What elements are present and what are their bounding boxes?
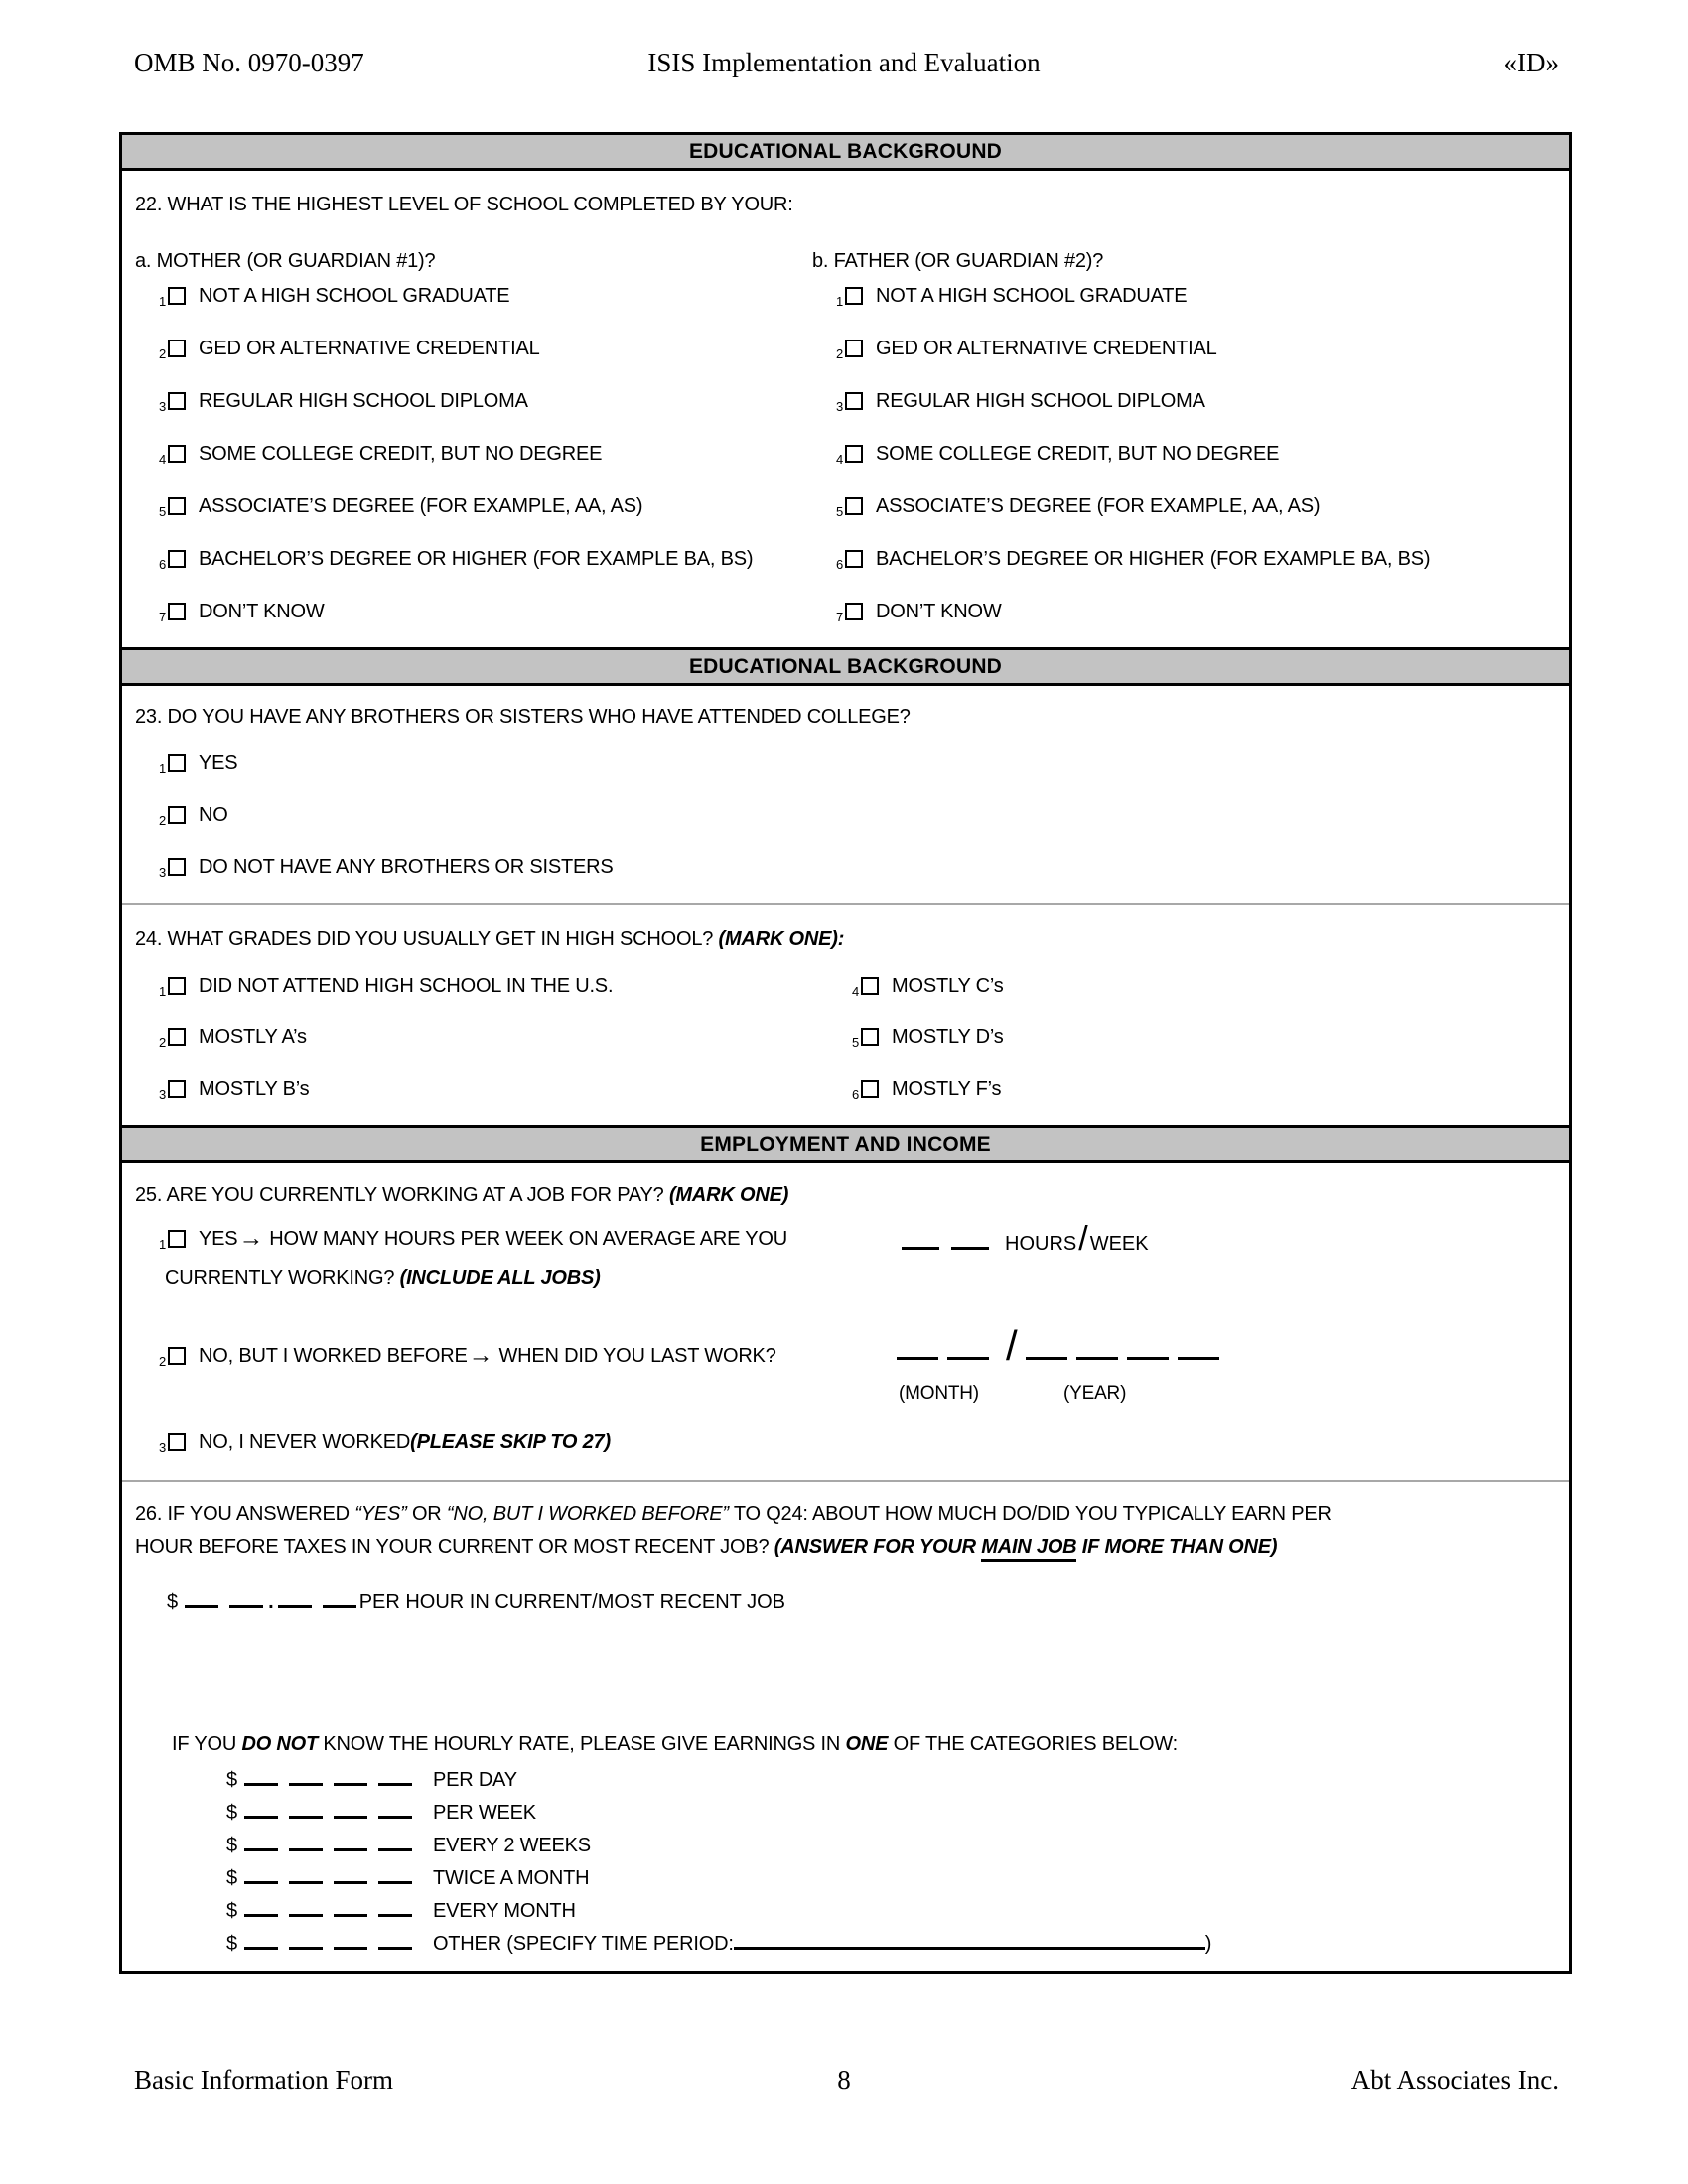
q22-mother-column bbox=[135, 250, 800, 624]
q22a-option-row bbox=[159, 600, 800, 624]
blank-year-digit[interactable] bbox=[1026, 1344, 1067, 1360]
question-26 bbox=[122, 1480, 1569, 1971]
checkbox[interactable] bbox=[168, 1230, 186, 1248]
blank-digit[interactable] bbox=[334, 1836, 367, 1851]
question-22 bbox=[122, 171, 1569, 647]
checkbox[interactable] bbox=[168, 340, 186, 357]
option-number: 5 bbox=[836, 504, 844, 519]
checkbox[interactable] bbox=[168, 977, 186, 995]
blank-digit[interactable] bbox=[289, 1836, 323, 1851]
earnings-row-twice-a-month bbox=[226, 1867, 589, 1890]
q24-option-row bbox=[159, 1025, 307, 1050]
footer-form-name: Basic Information Form bbox=[134, 2065, 393, 2095]
blank-digit[interactable] bbox=[378, 1836, 412, 1851]
option-label: NOT A HIGH SCHOOL GRADUATE bbox=[876, 284, 1188, 307]
option-number: 2 bbox=[159, 813, 167, 828]
option-label: NOT A HIGH SCHOOL GRADUATE bbox=[199, 284, 510, 307]
checkbox[interactable] bbox=[168, 858, 186, 876]
section-title: EMPLOYMENT AND INCOME bbox=[700, 1132, 991, 1156]
footer-company: Abt Associates Inc. bbox=[1350, 2065, 1559, 2095]
q25-title: 25. ARE YOU CURRENTLY WORKING AT A JOB FOR PAY? (MARK ONE) bbox=[135, 1184, 789, 1206]
dollar-sign: $ bbox=[167, 1591, 179, 1613]
id-placeholder: «ID» bbox=[1503, 48, 1559, 77]
blank-digit[interactable] bbox=[244, 1868, 278, 1884]
option-label: DON’T KNOW bbox=[199, 600, 325, 622]
q24-option-row bbox=[852, 1077, 1002, 1102]
option-label: REGULAR HIGH SCHOOL DIPLOMA bbox=[199, 389, 528, 412]
checkbox[interactable] bbox=[845, 445, 863, 463]
earnings-period-label: PER DAY bbox=[432, 1769, 517, 1791]
earnings-row-every-2-weeks bbox=[226, 1835, 591, 1857]
option-number: 3 bbox=[159, 399, 167, 414]
blank-digit[interactable] bbox=[378, 1803, 412, 1819]
option-number: 1 bbox=[159, 294, 167, 309]
q22b-option-row bbox=[836, 284, 1547, 309]
right-arrow-icon: → bbox=[238, 1223, 264, 1252]
blank-year-digit[interactable] bbox=[1076, 1344, 1118, 1360]
checkbox[interactable] bbox=[861, 1028, 879, 1046]
blank-digit[interactable] bbox=[244, 1836, 278, 1851]
month-caption: (MONTH) bbox=[899, 1383, 979, 1404]
blank-digit[interactable] bbox=[278, 1592, 312, 1608]
option-label: MOSTLY B’s bbox=[199, 1077, 310, 1100]
earnings-period-label: OTHER (SPECIFY TIME PERIOD: bbox=[432, 1933, 734, 1955]
blank-year-digit[interactable] bbox=[1178, 1344, 1219, 1360]
q24-option-row bbox=[159, 974, 614, 999]
option-followup: WHEN DID YOU LAST WORK? bbox=[498, 1344, 776, 1367]
slash-divider: / bbox=[1006, 1322, 1018, 1369]
option-number: 2 bbox=[159, 1035, 167, 1050]
option-number: 3 bbox=[159, 1087, 167, 1102]
option-followup: HOW MANY HOURS PER WEEK ON AVERAGE ARE YOU bbox=[269, 1227, 787, 1250]
checkbox[interactable] bbox=[168, 806, 186, 824]
q22-title: 22. WHAT IS THE HIGHEST LEVEL OF SCHOOL COMPLETED BY YOUR: bbox=[135, 194, 793, 215]
q25-option-yes-line2: CURRENTLY WORKING? (INCLUDE ALL JOBS) bbox=[165, 1267, 601, 1289]
option-label: MOSTLY D’s bbox=[892, 1025, 1004, 1048]
q26-title-line2: HOUR BEFORE TAXES IN YOUR CURRENT OR MOST RECENT JOB? (ANSWER FOR YOUR MAIN JOB IF MORE THAN ONE) bbox=[135, 1536, 1277, 1559]
dollar-sign: $ bbox=[226, 1900, 237, 1922]
option-label: GED OR ALTERNATIVE CREDENTIAL bbox=[199, 337, 540, 359]
section-header-educational-1 bbox=[122, 135, 1569, 171]
q22-col-b-label: b. FATHER (OR GUARDIAN #2)? bbox=[812, 250, 1104, 272]
option-number: 7 bbox=[159, 610, 167, 624]
q22b-option-row bbox=[836, 389, 1547, 414]
q26-title-line1: 26. IF YOU ANSWERED “YES” OR “NO, BUT I WORKED BEFORE” TO Q24: ABOUT HOW MUCH DO/DID YOU TYPICALLY EARN PER bbox=[135, 1503, 1332, 1525]
checkbox[interactable] bbox=[168, 445, 186, 463]
option-label: BACHELOR’S DEGREE OR HIGHER (FOR EXAMPLE BA, BS) bbox=[199, 547, 754, 570]
q22a-option-row bbox=[159, 337, 800, 361]
page-header bbox=[119, 48, 1569, 78]
checkbox[interactable] bbox=[168, 497, 186, 515]
q25-option-no-worked-before bbox=[159, 1340, 776, 1369]
checkbox[interactable] bbox=[168, 1433, 186, 1451]
week-label: WEEK bbox=[1089, 1233, 1149, 1255]
section-title: EDUCATIONAL BACKGROUND bbox=[688, 654, 1003, 678]
blank-digit[interactable] bbox=[334, 1901, 367, 1917]
checkbox[interactable] bbox=[845, 550, 863, 568]
right-arrow-icon: → bbox=[468, 1340, 493, 1369]
checkbox[interactable] bbox=[168, 1080, 186, 1098]
checkbox[interactable] bbox=[168, 1347, 186, 1365]
q26-note: IF YOU DO NOT KNOW THE HOURLY RATE, PLEASE GIVE EARNINGS IN ONE OF THE CATEGORIES BELOW: bbox=[172, 1733, 1178, 1755]
option-label: NO, BUT I WORKED BEFORE bbox=[199, 1344, 468, 1367]
specify-time-period-blank[interactable] bbox=[734, 1934, 1205, 1950]
option-label: DID NOT ATTEND HIGH SCHOOL IN THE U.S. bbox=[199, 974, 614, 997]
q22b-option-row bbox=[836, 600, 1547, 624]
checkbox[interactable] bbox=[845, 287, 863, 305]
dollar-sign: $ bbox=[226, 1769, 237, 1791]
option-label: ASSOCIATE’S DEGREE (FOR EXAMPLE, AA, AS) bbox=[876, 494, 1321, 517]
option-number: 1 bbox=[159, 761, 167, 776]
earnings-period-label: TWICE A MONTH bbox=[432, 1867, 590, 1889]
option-number: 1 bbox=[159, 984, 167, 999]
section-title: EDUCATIONAL BACKGROUND bbox=[688, 139, 1003, 163]
mark-one-note: (MARK ONE) bbox=[668, 1184, 789, 1206]
hourly-wage-label: PER HOUR IN CURRENT/MOST RECENT JOB bbox=[358, 1591, 785, 1613]
blank-digit[interactable] bbox=[244, 1803, 278, 1819]
dollar-sign: $ bbox=[226, 1933, 237, 1955]
q22b-option-row bbox=[836, 547, 1547, 572]
close-paren: ) bbox=[1204, 1933, 1212, 1955]
option-number: 2 bbox=[836, 346, 844, 361]
blank-digit[interactable] bbox=[185, 1592, 218, 1608]
option-number: 6 bbox=[836, 557, 844, 572]
q23-option-row bbox=[159, 855, 614, 880]
blank-digit[interactable] bbox=[289, 1901, 323, 1917]
blank-digit[interactable] bbox=[378, 1770, 412, 1786]
mark-one-note: (MARK ONE): bbox=[718, 928, 845, 950]
blank-digit[interactable] bbox=[378, 1868, 412, 1884]
document-title: ISIS Implementation and Evaluation bbox=[647, 48, 1041, 77]
option-label: NO bbox=[199, 803, 228, 826]
q22b-option-row bbox=[836, 337, 1547, 361]
blank-year-digit[interactable] bbox=[1127, 1344, 1169, 1360]
checkbox[interactable] bbox=[168, 287, 186, 305]
option-number: 5 bbox=[159, 504, 167, 519]
q22a-option-row bbox=[159, 284, 800, 309]
option-number: 4 bbox=[852, 984, 860, 999]
earnings-row-every-month bbox=[226, 1900, 576, 1923]
checkbox[interactable] bbox=[168, 550, 186, 568]
option-label: MOSTLY C’s bbox=[892, 974, 1004, 997]
option-label: NO, I NEVER WORKED bbox=[199, 1431, 411, 1453]
q22a-option-row bbox=[159, 494, 800, 519]
hourly-wage-field bbox=[167, 1591, 785, 1614]
q22-father-column bbox=[812, 250, 1547, 624]
q24-option-row bbox=[159, 1077, 310, 1102]
slash-divider: / bbox=[1078, 1220, 1088, 1258]
option-label: BACHELOR’S DEGREE OR HIGHER (FOR EXAMPLE BA, BS) bbox=[876, 547, 1431, 570]
include-all-jobs-note: (INCLUDE ALL JOBS) bbox=[399, 1267, 601, 1289]
option-number: 1 bbox=[836, 294, 844, 309]
option-label: DON’T KNOW bbox=[876, 600, 1002, 622]
blank-digit[interactable] bbox=[229, 1592, 263, 1608]
q22-col-a-label: a. MOTHER (OR GUARDIAN #1)? bbox=[135, 250, 436, 272]
blank-digit[interactable] bbox=[378, 1901, 412, 1917]
checkbox[interactable] bbox=[845, 497, 863, 515]
checkbox[interactable] bbox=[168, 603, 186, 620]
option-number: 3 bbox=[159, 865, 167, 880]
q22b-option-row bbox=[836, 442, 1547, 467]
question-24 bbox=[122, 903, 1569, 1125]
option-label: GED OR ALTERNATIVE CREDENTIAL bbox=[876, 337, 1217, 359]
section-header-educational-2 bbox=[122, 647, 1569, 686]
blank-digit[interactable] bbox=[334, 1868, 367, 1884]
hours-label: HOURS bbox=[1005, 1233, 1077, 1255]
blank-digit[interactable] bbox=[951, 1234, 989, 1250]
blank-digit[interactable] bbox=[289, 1770, 323, 1786]
main-job-underlined: MAIN JOB bbox=[981, 1536, 1076, 1562]
blank-month-digit[interactable] bbox=[897, 1344, 938, 1360]
page-number: 8 bbox=[837, 2065, 851, 2095]
earnings-period-label: EVERY MONTH bbox=[432, 1900, 576, 1922]
checkbox[interactable] bbox=[168, 1028, 186, 1046]
option-label: MOSTLY A’s bbox=[199, 1025, 307, 1048]
checkbox[interactable] bbox=[861, 1080, 879, 1098]
earnings-row-other bbox=[226, 1933, 1211, 1956]
option-label: SOME COLLEGE CREDIT, BUT NO DEGREE bbox=[199, 442, 603, 465]
q23-title: 23. DO YOU HAVE ANY BROTHERS OR SISTERS WHO HAVE ATTENDED COLLEGE? bbox=[135, 706, 911, 728]
dollar-sign: $ bbox=[226, 1867, 237, 1889]
earnings-period-label: EVERY 2 WEEKS bbox=[432, 1835, 591, 1856]
q23-option-row bbox=[159, 751, 238, 776]
option-label: YES bbox=[199, 751, 238, 774]
option-label: SOME COLLEGE CREDIT, BUT NO DEGREE bbox=[876, 442, 1280, 465]
blank-digit[interactable] bbox=[289, 1868, 323, 1884]
blank-digit[interactable] bbox=[334, 1934, 367, 1950]
checkbox[interactable] bbox=[845, 340, 863, 357]
blank-digit[interactable] bbox=[244, 1934, 278, 1950]
hours-per-week-field bbox=[902, 1220, 1149, 1259]
option-number: 5 bbox=[852, 1035, 860, 1050]
q22a-option-row bbox=[159, 389, 800, 414]
option-number: 6 bbox=[159, 557, 167, 572]
year-caption: (YEAR) bbox=[1063, 1383, 1127, 1404]
dollar-sign: $ bbox=[226, 1835, 237, 1856]
section-header-employment bbox=[122, 1125, 1569, 1163]
option-label: ASSOCIATE’S DEGREE (FOR EXAMPLE, AA, AS) bbox=[199, 494, 643, 517]
checkbox[interactable] bbox=[861, 977, 879, 995]
dollar-sign: $ bbox=[226, 1802, 237, 1824]
decimal-point: . bbox=[268, 1591, 274, 1613]
earnings-row-per-week bbox=[226, 1802, 536, 1825]
earnings-row-per-day bbox=[226, 1769, 517, 1792]
option-label: REGULAR HIGH SCHOOL DIPLOMA bbox=[876, 389, 1205, 412]
question-23 bbox=[122, 686, 1569, 903]
q24-option-row bbox=[852, 974, 1004, 999]
skip-note: (PLEASE SKIP TO 27) bbox=[410, 1431, 611, 1453]
blank-digit[interactable] bbox=[323, 1592, 356, 1608]
option-number: 4 bbox=[159, 452, 167, 467]
q24-option-row bbox=[852, 1025, 1004, 1050]
q22a-option-row bbox=[159, 547, 800, 572]
earnings-period-label: PER WEEK bbox=[432, 1802, 536, 1824]
blank-digit[interactable] bbox=[244, 1901, 278, 1917]
option-number: 6 bbox=[852, 1087, 860, 1102]
blank-month-digit[interactable] bbox=[947, 1344, 989, 1360]
blank-digit[interactable] bbox=[378, 1934, 412, 1950]
q25-option-never-worked bbox=[159, 1431, 611, 1455]
blank-digit[interactable] bbox=[289, 1934, 323, 1950]
page-footer bbox=[119, 2065, 1569, 2096]
blank-digit[interactable] bbox=[334, 1803, 367, 1819]
option-label: YES bbox=[199, 1227, 238, 1250]
checkbox[interactable] bbox=[168, 392, 186, 410]
checkbox[interactable] bbox=[845, 392, 863, 410]
q22b-option-row bbox=[836, 494, 1547, 519]
q25-option-yes bbox=[159, 1223, 787, 1252]
q22a-option-row bbox=[159, 442, 800, 467]
q23-option-row bbox=[159, 803, 228, 828]
form-table bbox=[119, 132, 1572, 1974]
omb-number: OMB No. 0970-0397 bbox=[134, 48, 364, 77]
option-number: 3 bbox=[159, 1440, 167, 1455]
option-number: 4 bbox=[836, 452, 844, 467]
option-label: DO NOT HAVE ANY BROTHERS OR SISTERS bbox=[199, 855, 614, 878]
q24-title: 24. WHAT GRADES DID YOU USUALLY GET IN HIGH SCHOOL? (MARK ONE): bbox=[135, 928, 845, 950]
checkbox[interactable] bbox=[168, 754, 186, 772]
blank-digit[interactable] bbox=[244, 1770, 278, 1786]
option-number: 2 bbox=[159, 346, 167, 361]
blank-digit[interactable] bbox=[334, 1770, 367, 1786]
question-25 bbox=[122, 1163, 1569, 1480]
option-label: MOSTLY F’s bbox=[892, 1077, 1002, 1100]
option-number: 1 bbox=[159, 1237, 167, 1252]
blank-digit[interactable] bbox=[902, 1234, 939, 1250]
option-number: 3 bbox=[836, 399, 844, 414]
last-work-date-field bbox=[897, 1322, 1228, 1370]
checkbox[interactable] bbox=[845, 603, 863, 620]
blank-digit[interactable] bbox=[289, 1803, 323, 1819]
option-number: 7 bbox=[836, 610, 844, 624]
option-number: 2 bbox=[159, 1354, 167, 1369]
